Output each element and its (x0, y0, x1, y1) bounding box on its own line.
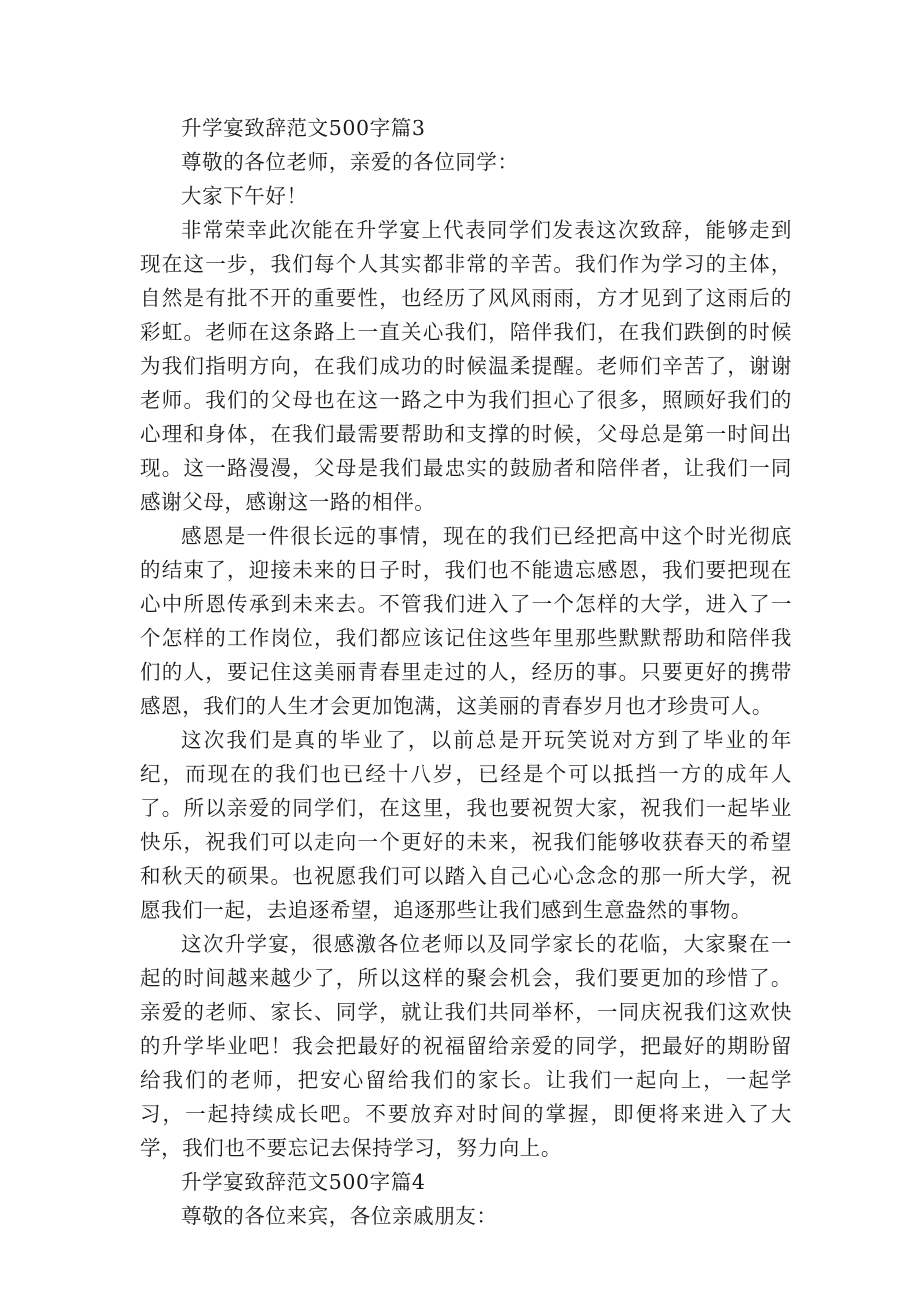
body-paragraph-3: 这次我们是真的毕业了，以前总是开玩笑说对方到了毕业的年纪，而现在的我们也已经十八岁，已经是个可以抵挡一方的成年人了。所以亲爱的同学们，在这里，我也要祝贺大家，祝我们一起毕业快乐，祝我们可以走向一个更好的未来，祝我们能够收获春天的希望和秋天的硕果。也祝愿我们可以踏入自己心心念念的那一所大学，祝愿我们一起，去追逐希望，追逐那些让我们感到生意盎然的事物。 (140, 728, 792, 922)
section-title-4: 升学宴致辞范文500字篇4 (181, 1170, 426, 1194)
document-body (140, 111, 792, 1233)
greeting: 大家下午好！ (181, 184, 308, 208)
body-paragraph-1: 非常荣幸此次能在升学宴上代表同学们发表这次致辞，能够走到现在这一步，我们每个人其实都非常的辛苦。我们作为学习的主体，自然是有批不开的重要性，也经历了风风雨雨，方才见到了这雨后的彩虹。老师在这条路上一直关心我们，陪伴我们，在我们跌倒的时候为我们指明方向，在我们成功的时候温柔提醒。老师们辛苦了，谢谢老师。我们的父母也在这一路之中为我们担心了很多，照顾好我们的心理和身体，在我们最需要帮助和支撑的时候，父母总是第一时间出现。这一路漫漫，父母是我们最忠实的鼓励者和陪伴者，让我们一同感谢父母，感谢这一路的相伴。 (140, 218, 792, 514)
body-paragraph-2: 感恩是一件很长远的事情，现在的我们已经把高中这个时光彻底的结束了，迎接未来的日子时，我们也不能遗忘感恩，我们要把现在心中所恩传承到未来去。不管我们进入了一个怎样的大学，进入了一个怎样的工作岗位，我们都应该记住这些年里那些默默帮助和陪伴我们的人，要记住这美丽青春里走过的人，经历的事。只要更好的携带感恩，我们的人生才会更加饱满，这美丽的青春岁月也才珍贵可人。 (140, 524, 792, 718)
body-paragraph-4: 这次升学宴，很感激各位老师以及同学家长的花临，大家聚在一起的时间越来越少了，所以这样的聚会机会，我们要更加的珍惜了。亲爱的老师、家长、同学，就让我们共同举杯，一同庆祝我们这欢快的升学毕业吧！我会把最好的祝福留给亲爱的同学，把最好的期盼留给我们的老师，把安心留给我们的家长。让我们一起向上，一起学习，一起持续成长吧。不要放弃对时间的掌握，即便将来进入了大学，我们也不要忘记去保持学习，努力向上。 (140, 932, 792, 1160)
section-title-3: 升学宴致辞范文500字篇3 (181, 116, 426, 140)
salutation: 尊敬的各位老师，亲爱的各位同学： (181, 150, 519, 174)
salutation-2: 尊敬的各位来宾，各位亲戚朋友： (181, 1204, 498, 1228)
